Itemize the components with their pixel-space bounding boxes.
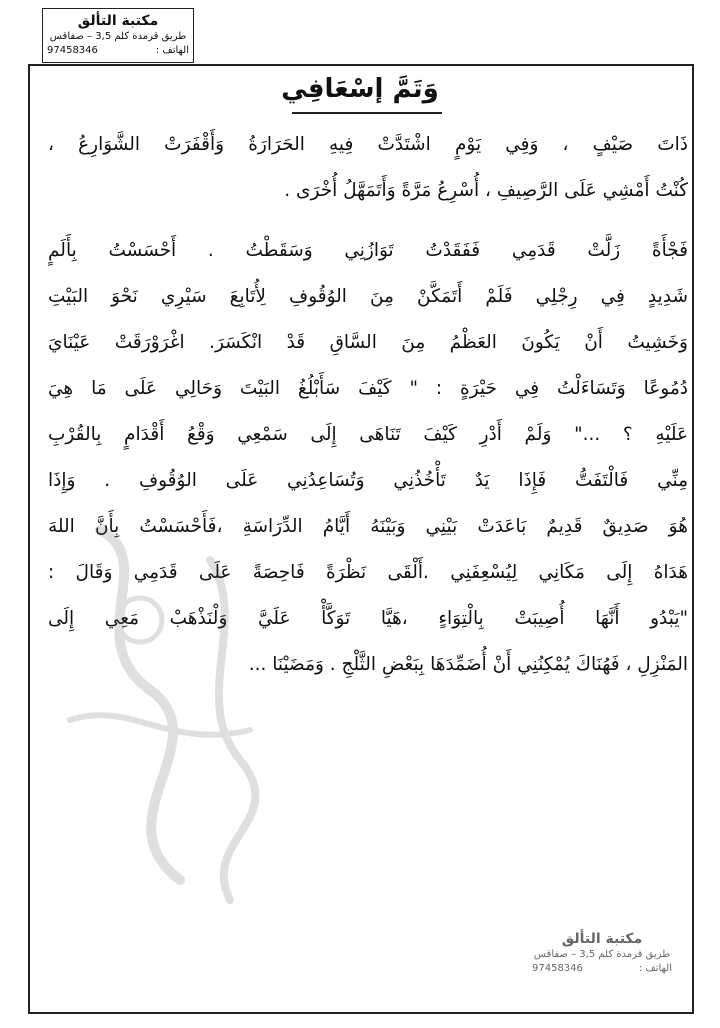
stamp-phone-number: 97458346 — [47, 45, 98, 56]
text-line: "يَبْدُو أَنَّهَا أُصِيبَتْ بِالْتِوَاءٍ ،هَيَّا تَوَكَّأْ عَلَيَّ وَلْنَذْهَبْ مَعِي إِلَى — [48, 608, 688, 629]
stamp-phone-row — [532, 962, 672, 976]
text-line: كُنْتُ أَمْشِي عَلَى الرَّصِيفِ ، أُسْرِعُ مَرَّةً وَأَتَمَهَّلُ أُخْرَى . — [284, 180, 688, 201]
stamp-address: طريق قرمدة كلم 3,5 – صفاقس — [49, 31, 187, 42]
library-stamp-top — [42, 8, 194, 63]
text-line: هُوَ صَدِيقٌ قَدِيمٌ بَاعَدَتْ بَيْنِي وَبَيْنَهُ أَيَّامُ الدِّرَاسَةِ ،فَأَحْسَسْتُ بِأَنَّ اللهَ — [48, 516, 688, 537]
stamp-library-name: مكتبة التألق — [561, 931, 643, 947]
stamp-phone-row — [47, 44, 189, 58]
page-title: وَتَمَّ إسْعَافِي — [281, 74, 439, 104]
text-line: وَخَشِيتُ أَنْ يَكُونَ العَظْمُ مِنَ السَّاقِ قَدْ انْكَسَرَ. اغْرَوْرَقَتْ عَيْنَايَ — [48, 332, 688, 353]
text-line: دُمُوعًا وَتَسَاءَلْتُ فِي حَيْرَةٍ : " كَيْفَ سَأَبْلُغُ البَيْتَ وَحَالِي عَلَى مَا هِيَ — [48, 378, 688, 399]
stamp-library-name: مكتبة التألق — [77, 13, 159, 29]
library-stamp-bottom — [532, 930, 672, 976]
text-line: مِنِّي فَالْتَفَتُّ فَإِذَا يَدٌ تَأْخُذُنِي وَتُسَاعِدُنِي عَلَى الوُقُوفِ . وَإِذَا — [48, 470, 688, 491]
stamp-address: طريق قرمدة كلم 3,5 – صفاقس — [533, 949, 671, 960]
text-line: عَلَيْهِ ؟ ..." وَلَمْ أَدْرِ كَيْفَ تَنَاهَى إِلَى سَمْعِي وَقْعُ أَقْدَامٍ بِالقُرْبِ — [48, 424, 688, 445]
text-line: ذَاتَ صَيْفٍ ، وَفِي يَوْمٍ اشْتَدَّتْ فِيهِ الحَرَارَةُ وَأَقْفَرَتْ الشَّوَارِعُ ، — [48, 134, 688, 155]
faded-watermark-graphic — [40, 500, 300, 920]
text-line: المَنْزِلِ ، فَهُنَاكَ يُمْكِنُنِي أَنْ أُضَمِّدَهَا بِبَعْضِ الثَّلْجِ . وَمَضَيْنَا ... — [248, 654, 688, 675]
stamp-phone-label: الهاتف : — [638, 963, 672, 974]
text-line: شَدِيدٍ فِي رِجْلِي فَلَمْ أَتَمَكَّنْ مِنَ الوُقُوفِ لِأُتَابِعَ سَيْرِي نَحْوَ البَيْتِ — [48, 286, 688, 307]
text-line: فَجْأَةً زَلَّتْ قَدَمِي فَفَقَدْتُ تَوَازُنِي وَسَقَطْتُ . أَحْسَسْتُ بِأَلَمٍ — [48, 240, 688, 261]
stamp-phone-number: 97458346 — [532, 963, 583, 974]
stamp-phone-label: الهاتف : — [155, 45, 189, 56]
text-line: هَدَاهُ إِلَى مَكَانِي لِيُسْعِفَنِي .أَلْقَى نَظْرَةً فَاحِصَةً عَلَى قَدَمِي وَقَالَ : — [48, 562, 688, 583]
title-underline — [292, 112, 442, 114]
